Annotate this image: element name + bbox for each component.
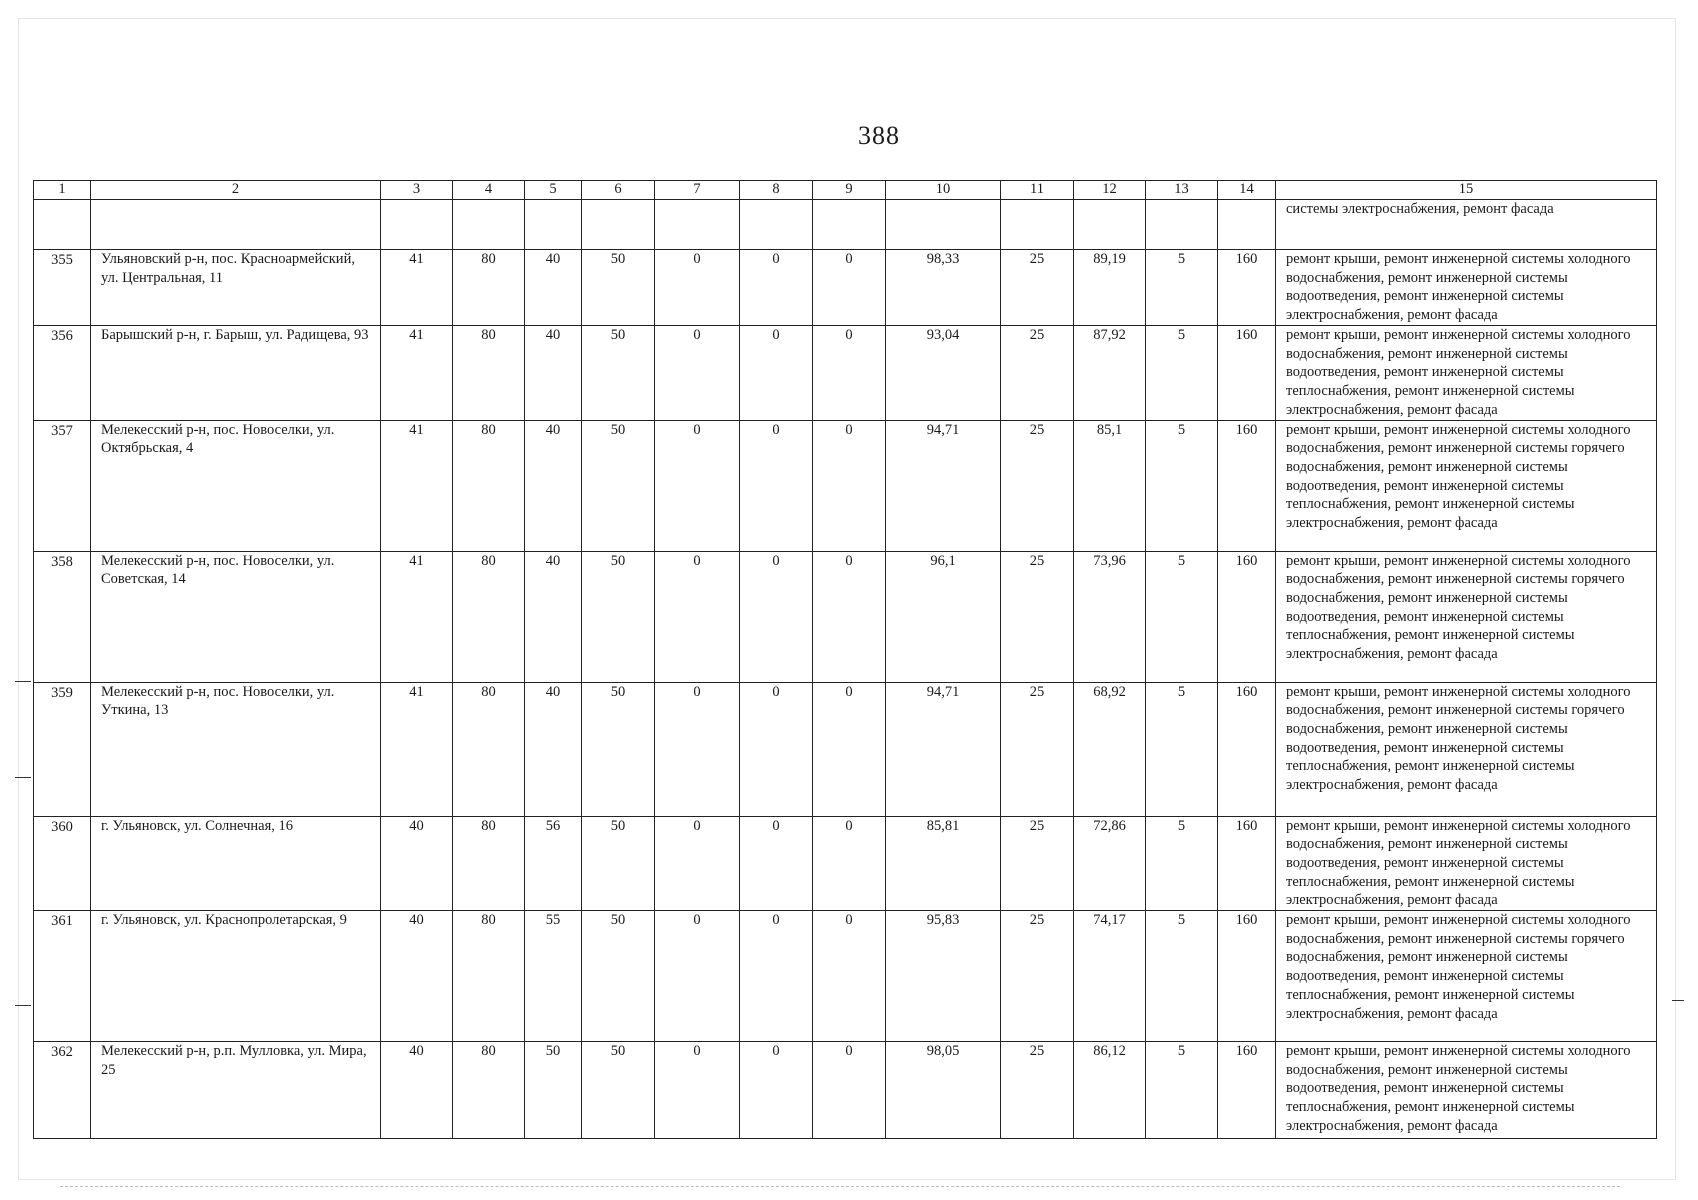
column-header-6: 6 (582, 181, 655, 200)
value-cell-8: 0 (740, 420, 813, 551)
value-cell-6: 50 (582, 250, 655, 326)
value-cell-13: 5 (1146, 420, 1218, 551)
value-cell-13: 5 (1146, 911, 1218, 1042)
value-cell-3: 41 (381, 682, 453, 816)
value-cell-6: 50 (582, 816, 655, 911)
value-cell-10: 93,04 (886, 326, 1001, 421)
column-header-9: 9 (813, 181, 886, 200)
value-cell-13: 5 (1146, 1042, 1218, 1139)
value-cell-4: 80 (453, 551, 525, 682)
value-cell-11: 25 (1001, 816, 1074, 911)
row-number: 360 (34, 816, 91, 911)
value-cell-10: 98,05 (886, 1042, 1001, 1139)
header-row (34, 181, 1657, 200)
value-cell-7: 0 (655, 326, 740, 421)
address-cell: Мелекесский р-н, пос. Новоселки, ул. Октябрьская, 4 (91, 420, 381, 551)
address-cell: Мелекесский р-н, пос. Новоселки, ул. Уткина, 13 (91, 682, 381, 816)
value-cell-10: 94,71 (886, 420, 1001, 551)
scan-tick-mark (15, 777, 31, 778)
value-cell-6: 50 (582, 326, 655, 421)
value-cell-8: 0 (740, 816, 813, 911)
value-cell-3: 41 (381, 551, 453, 682)
value-cell-7: 0 (655, 420, 740, 551)
continuation-cell-6 (582, 200, 655, 250)
value-cell-11: 25 (1001, 911, 1074, 1042)
works-cell: ремонт крыши, ремонт инженерной системы холодного водоснабжения, ремонт инженерной системы горячего водоснабжения, ремонт инженерной системы водоотведения, ремонт инженерной системы теплоснабжения, ремонт инженерной системы электроснабжения, ремонт фасада (1276, 420, 1657, 551)
address-cell: Барышский р-н, г. Барыш, ул. Радищева, 93 (91, 326, 381, 421)
value-cell-4: 80 (453, 1042, 525, 1139)
value-cell-12: 86,12 (1074, 1042, 1146, 1139)
value-cell-8: 0 (740, 1042, 813, 1139)
address-cell: Ульяновский р-н, пос. Красноармейский, ул. Центральная, 11 (91, 250, 381, 326)
value-cell-10: 96,1 (886, 551, 1001, 682)
continuation-cell-13 (1146, 200, 1218, 250)
value-cell-12: 74,17 (1074, 911, 1146, 1042)
value-cell-5: 40 (525, 420, 582, 551)
address-cell: г. Ульяновск, ул. Солнечная, 16 (91, 816, 381, 911)
table-body (34, 200, 1657, 1139)
address-cell: Мелекесский р-н, р.п. Мулловка, ул. Мира, 25 (91, 1042, 381, 1139)
address-cell: Мелекесский р-н, пос. Новоселки, ул. Советская, 14 (91, 551, 381, 682)
value-cell-5: 40 (525, 551, 582, 682)
value-cell-14: 160 (1218, 911, 1276, 1042)
continuation-cell-12 (1074, 200, 1146, 250)
value-cell-12: 72,86 (1074, 816, 1146, 911)
value-cell-8: 0 (740, 551, 813, 682)
continuation-cell-5 (525, 200, 582, 250)
value-cell-4: 80 (453, 326, 525, 421)
scan-tick-mark (15, 1005, 31, 1006)
value-cell-5: 40 (525, 682, 582, 816)
column-header-7: 7 (655, 181, 740, 200)
value-cell-6: 50 (582, 420, 655, 551)
value-cell-7: 0 (655, 816, 740, 911)
works-cell: ремонт крыши, ремонт инженерной системы холодного водоснабжения, ремонт инженерной системы горячего водоснабжения, ремонт инженерной системы водоотведения, ремонт инженерной системы теплоснабжения, ремонт инженерной системы электроснабжения, ремонт фасада (1276, 911, 1657, 1042)
works-cell: ремонт крыши, ремонт инженерной системы холодного водоснабжения, ремонт инженерной системы водоотведения, ремонт инженерной системы теплоснабжения, ремонт инженерной системы электроснабжения, ремонт фасада (1276, 816, 1657, 911)
value-cell-11: 25 (1001, 1042, 1074, 1139)
continuation-cell-7 (655, 200, 740, 250)
value-cell-4: 80 (453, 250, 525, 326)
continuation-cell-4 (453, 200, 525, 250)
value-cell-6: 50 (582, 682, 655, 816)
value-cell-10: 95,83 (886, 911, 1001, 1042)
works-cell: ремонт крыши, ремонт инженерной системы холодного водоснабжения, ремонт инженерной системы водоотведения, ремонт инженерной системы электроснабжения, ремонт фасада (1276, 250, 1657, 326)
row-number: 361 (34, 911, 91, 1042)
value-cell-9: 0 (813, 911, 886, 1042)
value-cell-11: 25 (1001, 250, 1074, 326)
value-cell-12: 89,19 (1074, 250, 1146, 326)
value-cell-14: 160 (1218, 326, 1276, 421)
value-cell-13: 5 (1146, 551, 1218, 682)
value-cell-3: 41 (381, 250, 453, 326)
column-header-10: 10 (886, 181, 1001, 200)
value-cell-12: 87,92 (1074, 326, 1146, 421)
value-cell-11: 25 (1001, 326, 1074, 421)
scan-tick-mark (15, 681, 31, 682)
row-number: 355 (34, 250, 91, 326)
value-cell-4: 80 (453, 816, 525, 911)
table-row (34, 250, 1657, 326)
column-header-4: 4 (453, 181, 525, 200)
table-row (34, 326, 1657, 421)
continuation-cell-14 (1218, 200, 1276, 250)
column-header-1: 1 (34, 181, 91, 200)
value-cell-9: 0 (813, 420, 886, 551)
table-row (34, 1042, 1657, 1139)
value-cell-8: 0 (740, 250, 813, 326)
value-cell-13: 5 (1146, 682, 1218, 816)
value-cell-9: 0 (813, 250, 886, 326)
value-cell-3: 41 (381, 420, 453, 551)
row-number: 356 (34, 326, 91, 421)
value-cell-12: 85,1 (1074, 420, 1146, 551)
value-cell-7: 0 (655, 911, 740, 1042)
continuation-cell-8 (740, 200, 813, 250)
value-cell-14: 160 (1218, 682, 1276, 816)
value-cell-14: 160 (1218, 551, 1276, 682)
value-cell-4: 80 (453, 911, 525, 1042)
value-cell-10: 94,71 (886, 682, 1001, 816)
value-cell-9: 0 (813, 326, 886, 421)
value-cell-3: 40 (381, 816, 453, 911)
value-cell-14: 160 (1218, 1042, 1276, 1139)
value-cell-5: 40 (525, 250, 582, 326)
continuation-cell-11 (1001, 200, 1074, 250)
column-header-15: 15 (1276, 181, 1657, 200)
value-cell-14: 160 (1218, 816, 1276, 911)
value-cell-7: 0 (655, 551, 740, 682)
address-cell: г. Ульяновск, ул. Краснопролетарская, 9 (91, 911, 381, 1042)
column-header-13: 13 (1146, 181, 1218, 200)
value-cell-9: 0 (813, 816, 886, 911)
value-cell-5: 40 (525, 326, 582, 421)
value-cell-9: 0 (813, 551, 886, 682)
value-cell-13: 5 (1146, 326, 1218, 421)
value-cell-7: 0 (655, 682, 740, 816)
value-cell-5: 56 (525, 816, 582, 911)
value-cell-6: 50 (582, 551, 655, 682)
row-number: 359 (34, 682, 91, 816)
value-cell-14: 160 (1218, 250, 1276, 326)
value-cell-6: 50 (582, 1042, 655, 1139)
continuation-row (34, 200, 1657, 250)
repair-register-table (33, 180, 1657, 1139)
value-cell-6: 50 (582, 911, 655, 1042)
value-cell-4: 80 (453, 420, 525, 551)
scan-dash-line (60, 1186, 1620, 1188)
value-cell-7: 0 (655, 250, 740, 326)
table-row (34, 682, 1657, 816)
value-cell-10: 98,33 (886, 250, 1001, 326)
value-cell-10: 85,81 (886, 816, 1001, 911)
column-header-14: 14 (1218, 181, 1276, 200)
value-cell-14: 160 (1218, 420, 1276, 551)
table-row (34, 911, 1657, 1042)
value-cell-12: 68,92 (1074, 682, 1146, 816)
value-cell-11: 25 (1001, 551, 1074, 682)
table-header (34, 181, 1657, 200)
value-cell-11: 25 (1001, 420, 1074, 551)
continuation-cell-10 (886, 200, 1001, 250)
continuation-cell-1 (34, 200, 91, 250)
value-cell-11: 25 (1001, 682, 1074, 816)
value-cell-8: 0 (740, 326, 813, 421)
row-number: 362 (34, 1042, 91, 1139)
value-cell-3: 41 (381, 326, 453, 421)
column-header-3: 3 (381, 181, 453, 200)
column-header-11: 11 (1001, 181, 1074, 200)
row-number: 358 (34, 551, 91, 682)
continuation-works-cell: системы электроснабжения, ремонт фасада (1276, 200, 1657, 250)
value-cell-4: 80 (453, 682, 525, 816)
works-cell: ремонт крыши, ремонт инженерной системы холодного водоснабжения, ремонт инженерной системы водоотведения, ремонт инженерной системы теплоснабжения, ремонт инженерной системы электроснабжения, ремонт фасада (1276, 1042, 1657, 1139)
value-cell-9: 0 (813, 682, 886, 816)
value-cell-3: 40 (381, 911, 453, 1042)
value-cell-8: 0 (740, 911, 813, 1042)
value-cell-13: 5 (1146, 816, 1218, 911)
works-cell: ремонт крыши, ремонт инженерной системы холодного водоснабжения, ремонт инженерной системы горячего водоснабжения, ремонт инженерной системы водоотведения, ремонт инженерной системы теплоснабжения, ремонт инженерной системы электроснабжения, ремонт фасада (1276, 551, 1657, 682)
works-cell: ремонт крыши, ремонт инженерной системы холодного водоснабжения, ремонт инженерной системы водоотведения, ремонт инженерной системы теплоснабжения, ремонт инженерной системы электроснабжения, ремонт фасада (1276, 326, 1657, 421)
value-cell-9: 0 (813, 1042, 886, 1139)
continuation-cell-3 (381, 200, 453, 250)
value-cell-5: 55 (525, 911, 582, 1042)
scan-tick-mark (1672, 1000, 1684, 1001)
column-header-5: 5 (525, 181, 582, 200)
continuation-cell-9 (813, 200, 886, 250)
table-row (34, 551, 1657, 682)
value-cell-7: 0 (655, 1042, 740, 1139)
page-number: 388 (858, 121, 900, 150)
value-cell-13: 5 (1146, 250, 1218, 326)
column-header-2: 2 (91, 181, 381, 200)
value-cell-8: 0 (740, 682, 813, 816)
works-cell: ремонт крыши, ремонт инженерной системы холодного водоснабжения, ремонт инженерной системы горячего водоснабжения, ремонт инженерной системы водоотведения, ремонт инженерной системы теплоснабжения, ремонт инженерной системы электроснабжения, ремонт фасада (1276, 682, 1657, 816)
value-cell-5: 50 (525, 1042, 582, 1139)
table-row (34, 816, 1657, 911)
row-number: 357 (34, 420, 91, 551)
table-row (34, 420, 1657, 551)
continuation-cell-2 (91, 200, 381, 250)
column-header-8: 8 (740, 181, 813, 200)
value-cell-12: 73,96 (1074, 551, 1146, 682)
column-header-12: 12 (1074, 181, 1146, 200)
value-cell-3: 40 (381, 1042, 453, 1139)
